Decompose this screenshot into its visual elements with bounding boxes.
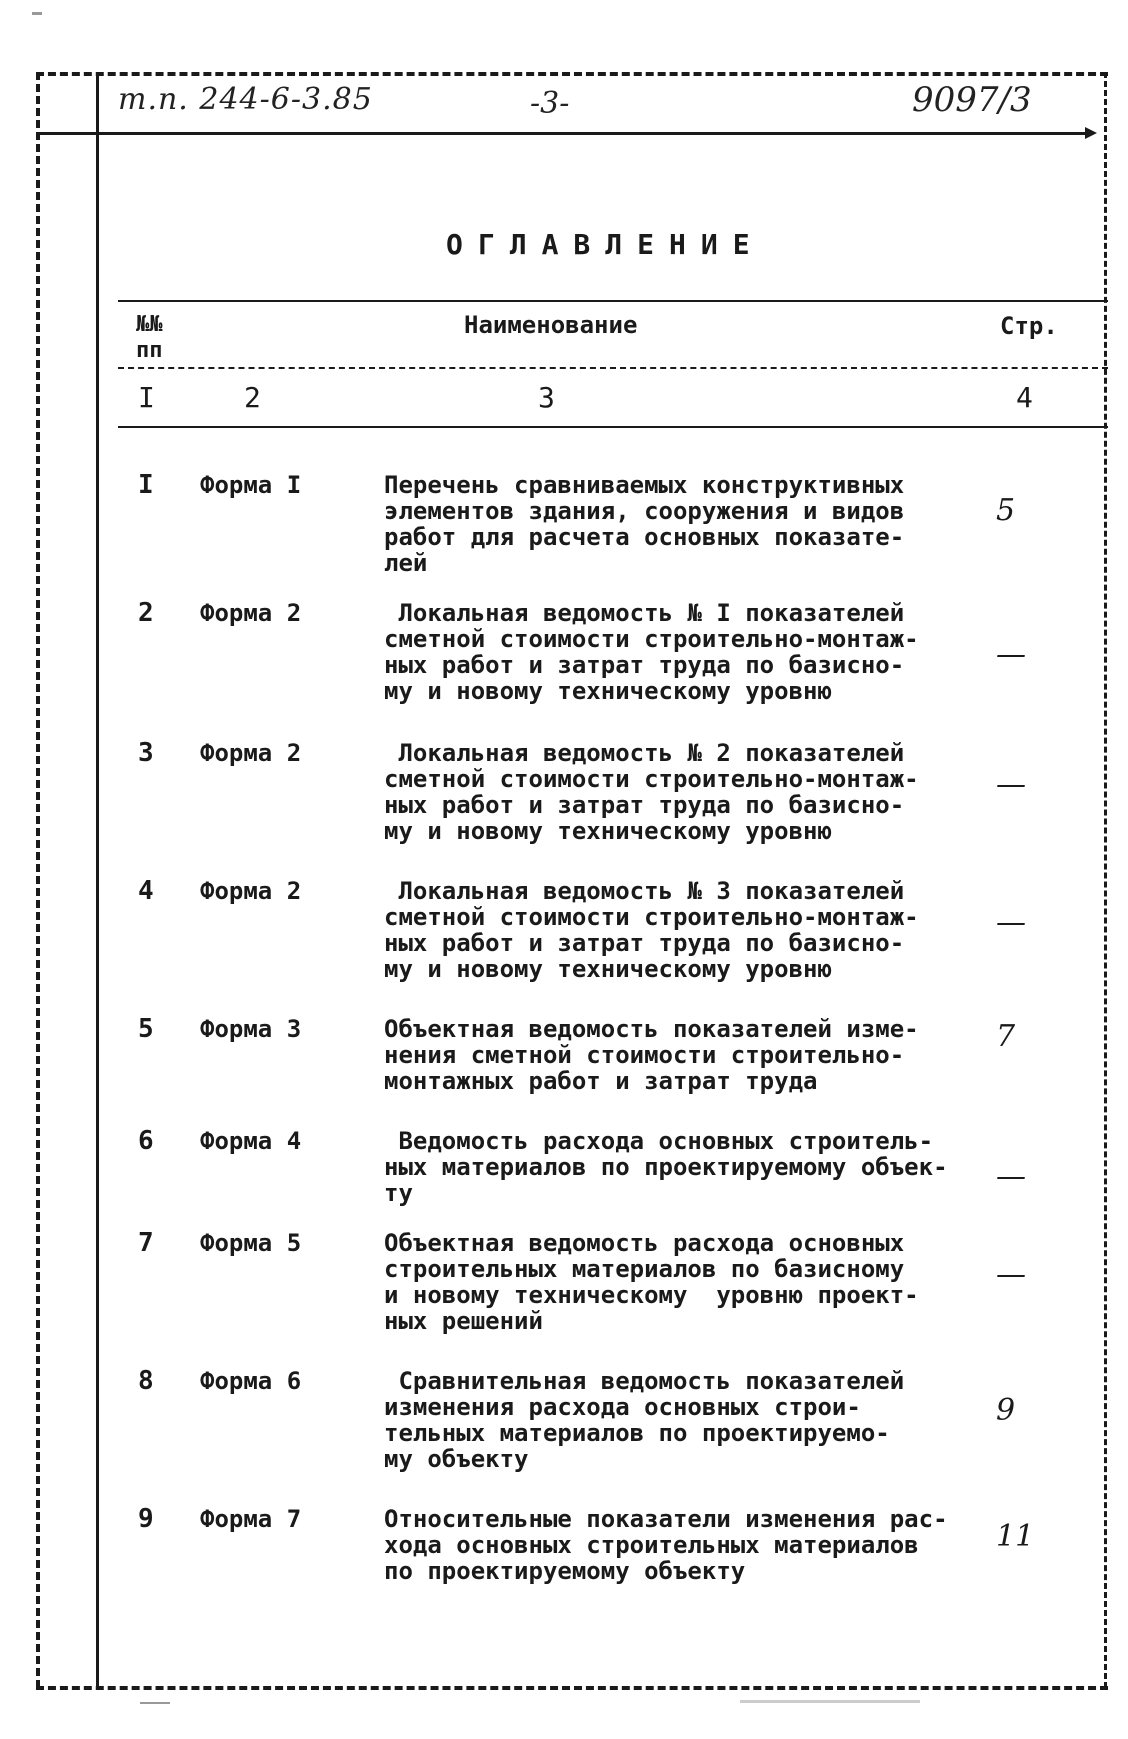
row-number: I	[138, 470, 154, 500]
row-title-line: строительных материалов по базисному	[384, 1255, 905, 1283]
row-title-line: му и новому техническому уровню	[384, 955, 832, 983]
column-number-1: I	[138, 381, 155, 414]
row-title	[384, 600, 919, 704]
page-number: -3-	[530, 86, 570, 121]
header-page: Стр.	[1000, 312, 1058, 340]
row-title-line: Относительные показатели изменения рас-	[384, 1505, 948, 1533]
column-number-3: 3	[538, 381, 555, 414]
row-page: —	[996, 1159, 1026, 1194]
row-title-line: ных работ и затрат труда по базисно-	[384, 929, 905, 957]
row-title-line: Объектная ведомость расхода основных	[384, 1229, 905, 1257]
row-page: —	[996, 905, 1026, 940]
row-title-line: ных работ и затрат труда по базисно-	[384, 651, 905, 679]
row-title-line: ных решений	[384, 1307, 543, 1335]
doc-number: 9097/3	[912, 80, 1032, 120]
row-title-line: Локальная ведомость № 3 показателей	[384, 877, 905, 905]
row-form: Форма I	[200, 471, 302, 499]
frame-right-border	[1104, 72, 1107, 1688]
row-form: Форма 6	[200, 1367, 302, 1395]
row-form: Форма 2	[200, 877, 302, 905]
row-title	[384, 1128, 948, 1206]
column-number-4: 4	[1016, 381, 1033, 414]
row-number: 8	[138, 1366, 154, 1396]
row-number: 7	[138, 1228, 154, 1258]
header-name: Наименование	[464, 311, 638, 339]
row-page: —	[996, 767, 1026, 802]
row-title-line: сметной стоимости строительно-монтаж-	[384, 625, 919, 653]
row-title-line: му и новому техническому уровню	[384, 817, 832, 845]
row-title-line: лей	[384, 549, 428, 577]
row-number: 5	[138, 1014, 154, 1044]
row-title-line: и новому техническому уровню проект-	[384, 1281, 919, 1309]
row-title	[384, 1506, 948, 1584]
row-title-line: Перечень сравниваемых конструктивных	[384, 471, 905, 499]
header-divider	[36, 132, 1091, 135]
table-header-rule	[118, 367, 1108, 369]
page-title: ОГЛАВЛЕНИЕ	[446, 228, 765, 261]
row-title-line: изменения расхода основных строи-	[384, 1393, 861, 1421]
row-title-line: Локальная ведомость № 2 показателей	[384, 739, 905, 767]
row-title-line: по проектируемому объекту	[384, 1557, 746, 1585]
row-form: Форма 4	[200, 1127, 302, 1155]
frame-bottom-border	[36, 1686, 1108, 1690]
row-number: 9	[138, 1504, 154, 1534]
row-form: Форма 2	[200, 739, 302, 767]
row-title	[384, 472, 904, 576]
row-title-line: тельных материалов по проектируемо-	[384, 1419, 890, 1447]
row-title	[384, 1016, 919, 1094]
frame-top-border	[36, 72, 1108, 76]
row-title-line: нения сметной стоимости строительно-	[384, 1041, 905, 1069]
scan-speck	[32, 12, 42, 15]
column-number-2: 2	[244, 381, 261, 414]
row-number: 6	[138, 1126, 154, 1156]
row-title-line: Локальная ведомость № I показателей	[384, 599, 905, 627]
row-title-line: му объекту	[384, 1445, 529, 1473]
row-title	[384, 1368, 904, 1472]
row-title-line: сметной стоимости строительно-монтаж-	[384, 903, 919, 931]
row-title-line: монтажных работ и затрат труда	[384, 1067, 818, 1095]
row-title-line: работ для расчета основных показате-	[384, 523, 905, 551]
doc-code: т.п. 244-6-3.85	[118, 82, 373, 117]
row-form: Форма 5	[200, 1229, 302, 1257]
header-arrow-icon	[1085, 127, 1097, 139]
table-top-rule	[118, 300, 1108, 302]
row-title-line: сметной стоимости строительно-монтаж-	[384, 765, 919, 793]
row-title-line: ту	[384, 1179, 413, 1207]
header-num: №№ пп	[136, 312, 163, 363]
row-number: 2	[138, 598, 154, 628]
row-title	[384, 1230, 919, 1334]
row-page: —	[996, 1257, 1026, 1292]
row-title	[384, 878, 919, 982]
table-colnum-rule	[118, 426, 1108, 428]
row-title-line: Ведомость расхода основных строитель-	[384, 1127, 934, 1155]
row-number: 4	[138, 876, 154, 906]
row-form: Форма 2	[200, 599, 302, 627]
scan-speck	[140, 1702, 170, 1704]
row-title-line: му и новому техническому уровню	[384, 677, 832, 705]
row-title-line: ных материалов по проектируемому объек-	[384, 1153, 948, 1181]
row-page: 11	[996, 1519, 1035, 1554]
scan-speck	[740, 1700, 920, 1703]
binding-margin-line	[96, 72, 99, 1688]
row-form: Форма 3	[200, 1015, 302, 1043]
row-form: Форма 7	[200, 1505, 302, 1533]
row-title-line: ных работ и затрат труда по базисно-	[384, 791, 905, 819]
row-title-line: хода основных строительных материалов	[384, 1531, 919, 1559]
row-page: —	[996, 637, 1026, 672]
row-page: 9	[996, 1393, 1016, 1428]
frame-left-border	[36, 72, 40, 1688]
row-title-line: Объектная ведомость показателей изме-	[384, 1015, 919, 1043]
row-page: 7	[996, 1019, 1016, 1054]
row-title-line: Сравнительная ведомость показателей	[384, 1367, 905, 1395]
row-title-line: элементов здания, сооружения и видов	[384, 497, 905, 525]
row-page: 5	[996, 493, 1016, 528]
row-number: 3	[138, 738, 154, 768]
row-title	[384, 740, 919, 844]
